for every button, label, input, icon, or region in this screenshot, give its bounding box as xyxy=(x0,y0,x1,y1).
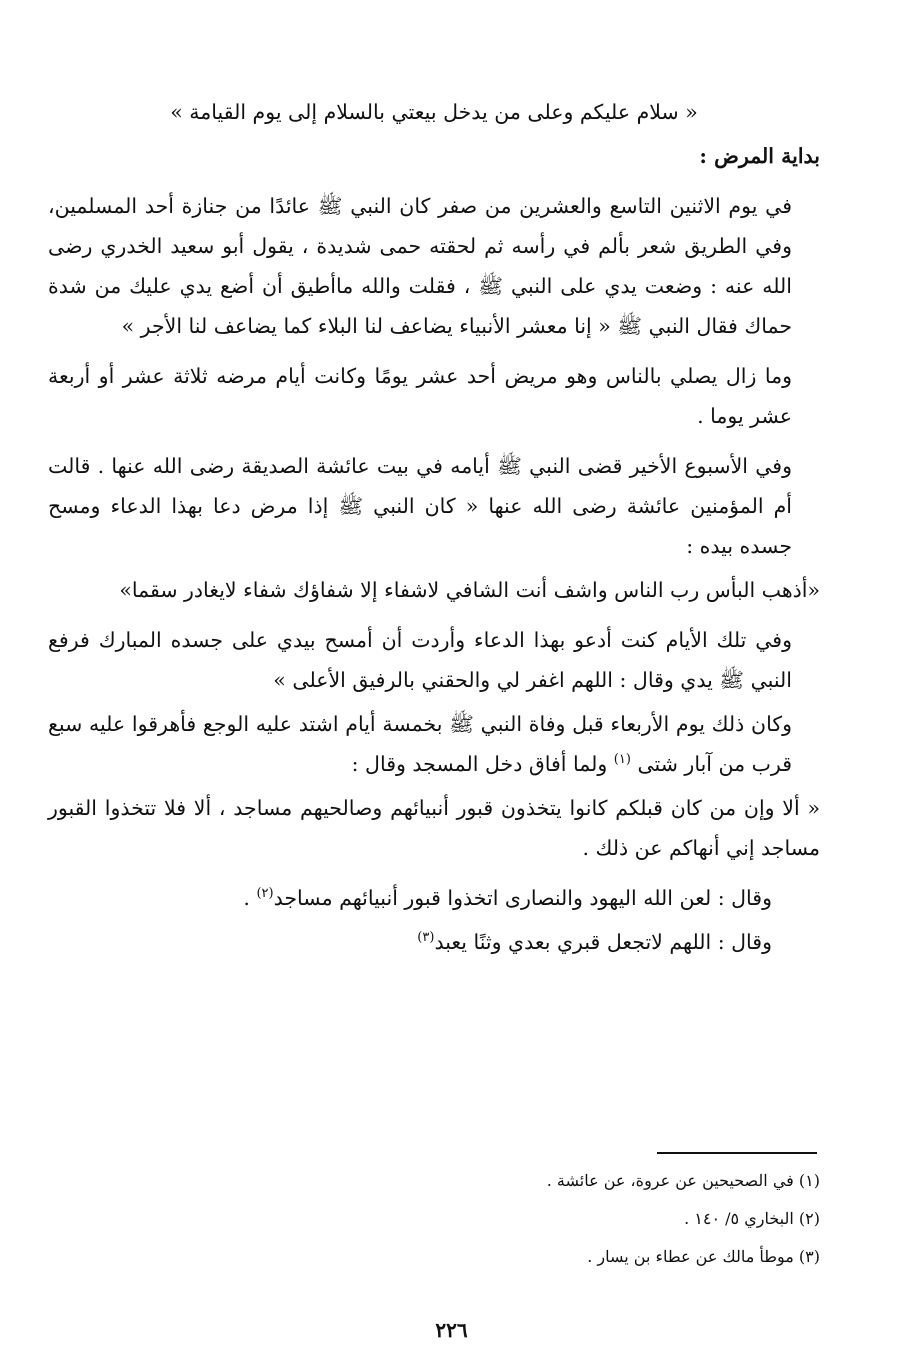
footnote-divider xyxy=(657,1152,817,1154)
footnotes xyxy=(48,1162,820,1276)
footnote-2: (٢) البخاري ٥/ ١٤٠ . xyxy=(684,1209,820,1228)
paragraph-last-week: وفي الأسبوع الأخير قضى النبي ﷺ أيامه في بيت عائشة الصديقة رضى الله عنها . قالت أم المؤمنين عائشة رضى الله عنها « كان النبي ﷺ إذا مرض دعا بهذا الدعاء ومسح جسده بيده : xyxy=(48,454,792,558)
footnote-3: (٣) موطأ مالك عن عطاء بن يسار . xyxy=(587,1247,820,1266)
footnote-marker-2: (٢) xyxy=(256,886,274,902)
footnote-marker-3: (٣) xyxy=(417,930,435,946)
paragraph-prayer: وما زال يصلي بالناس وهو مريض أحد عشر يومًا وكانت أيام مرضه ثلاثة عشر أو أربعة عشر يوما . xyxy=(48,364,792,428)
footnote-1: (١) في الصحيحين عن عروة، عن عائشة . xyxy=(546,1171,820,1190)
saying-curse-text: وقال : لعن الله اليهود والنصارى اتخذوا قبور أنبيائهم مساجد xyxy=(273,886,772,910)
saying-curse-end: . xyxy=(243,886,250,910)
paragraph-wednesday xyxy=(48,704,820,784)
paragraph-aisha: وفي تلك الأيام كنت أدعو بهذا الدعاء وأردت أن أمسح بيدي على جسده المبارك فرفع النبي ﷺ يدي وقال : اللهم اغفر لي والحقني بالرفيق الأعلى » xyxy=(48,628,792,692)
saying-curse xyxy=(48,878,820,918)
paragraph-illness-start: في يوم الاثنين التاسع والعشرين من صفر كان النبي ﷺ عائدًا من جنازة أحد المسلمين، وفي الطريق شعر بألم في رأسه ثم لحقته حمى شديدة ، يقول أبو سعيد الخدري رضى الله عنه : وضعت يدي على النبي ﷺ ، فقلت والله ماأطيق أن أضع يدي عليك من شدة حماك فقال النبي ﷺ « إنا معشر الأنبياء يضاعف لنا البلاء كما يضاعف لنا الأجر » xyxy=(48,194,792,338)
saying-grave-text: وقال : اللهم لاتجعل قبري بعدي وثنًا يعبد xyxy=(434,930,772,954)
top-quote: « سلام عليكم وعلى من يدخل بيعتي بالسلام إلى يوم القيامة » xyxy=(170,100,698,124)
paragraph-wednesday-text: وكان ذلك يوم الأربعاء قبل وفاة النبي ﷺ بخمسة أيام اشتد عليه الوجع فأهرقوا عليه سبع قرب من آبار شتى xyxy=(48,712,792,776)
paragraph-wednesday-tail: ولما أفاق دخل المسجد وقال : xyxy=(351,752,608,776)
saying-grave xyxy=(48,922,820,962)
section-heading: بداية المرض : xyxy=(699,144,820,168)
paragraph-supplication: «أذهب البأس رب الناس واشف أنت الشافي لاشفاء إلا شفاؤك شفاء لايغادر سقما» xyxy=(119,578,820,602)
page-number: ٢٢٦ xyxy=(435,1318,468,1342)
footnote-marker-1: (١) xyxy=(613,752,631,768)
main-text xyxy=(48,92,820,966)
paragraph-graves: « ألا وإن من كان قبلكم كانوا يتخذون قبور أنبيائهم وصالحيهم مساجد ، ألا فلا تتخذوا القبور مساجد إني أنهاكم عن ذلك . xyxy=(48,796,820,860)
